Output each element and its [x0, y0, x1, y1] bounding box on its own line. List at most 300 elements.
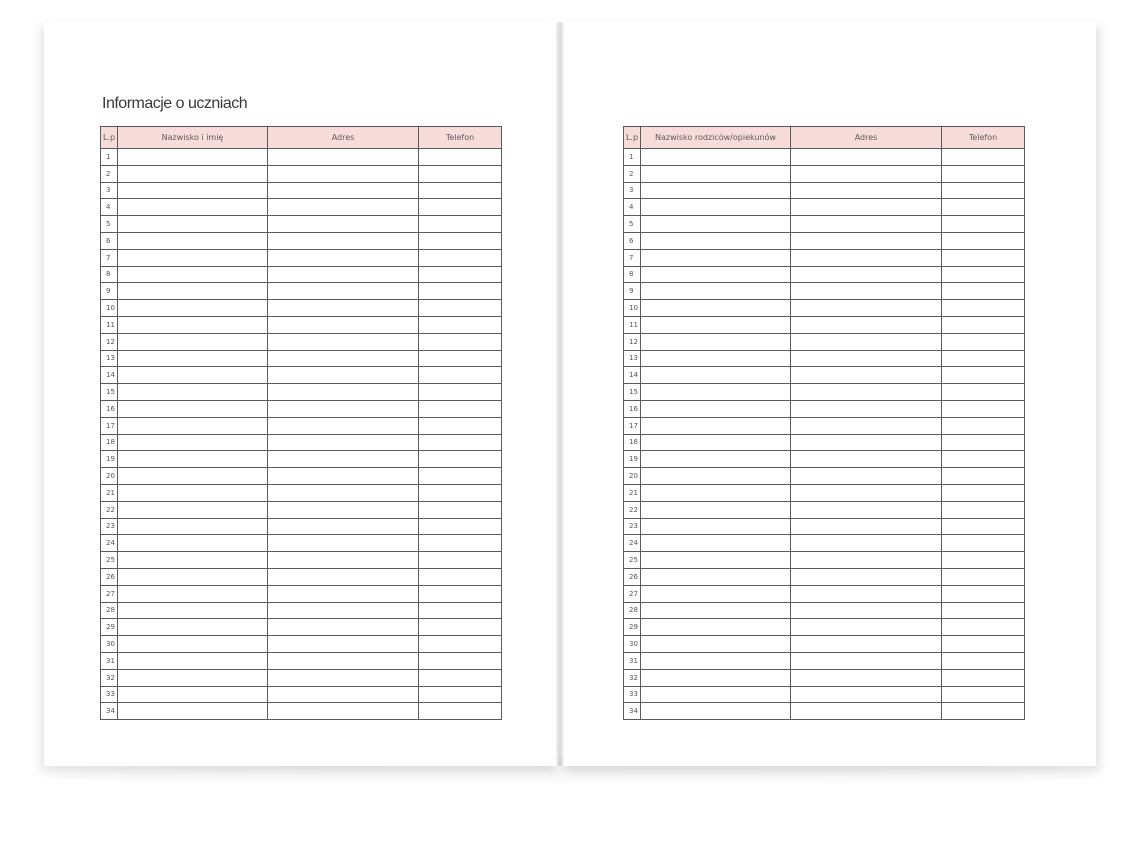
row-number: 17 [624, 417, 641, 434]
table-row [624, 182, 1025, 199]
phone-cell[interactable] [942, 384, 1025, 401]
name-cell[interactable] [118, 552, 268, 569]
phone-cell[interactable] [419, 451, 502, 468]
table-row [101, 468, 502, 485]
address-cell[interactable] [268, 652, 419, 669]
phone-cell[interactable] [419, 216, 502, 233]
name-cell[interactable] [118, 636, 268, 653]
address-cell[interactable] [791, 652, 942, 669]
table-row [624, 434, 1025, 451]
phone-cell[interactable] [942, 149, 1025, 166]
phone-cell[interactable] [942, 568, 1025, 585]
address-cell[interactable] [268, 417, 419, 434]
students-table [100, 126, 502, 720]
phone-cell[interactable] [942, 619, 1025, 636]
name-cell[interactable] [641, 451, 791, 468]
phone-cell[interactable] [942, 249, 1025, 266]
row-number: 34 [624, 703, 641, 720]
table-row [101, 232, 502, 249]
address-cell[interactable] [268, 199, 419, 216]
name-cell[interactable] [641, 417, 791, 434]
phone-cell[interactable] [419, 585, 502, 602]
address-cell[interactable] [791, 400, 942, 417]
name-cell[interactable] [641, 602, 791, 619]
table-row [624, 602, 1025, 619]
address-cell[interactable] [791, 434, 942, 451]
name-cell[interactable] [641, 333, 791, 350]
table-row [101, 703, 502, 720]
name-cell[interactable] [118, 283, 268, 300]
name-cell[interactable] [641, 232, 791, 249]
phone-cell[interactable] [942, 350, 1025, 367]
phone-cell[interactable] [942, 417, 1025, 434]
table-header-row [624, 127, 1025, 149]
name-cell[interactable] [118, 182, 268, 199]
phone-cell[interactable] [942, 451, 1025, 468]
table-row [101, 568, 502, 585]
parents-table [623, 126, 1025, 720]
name-cell[interactable] [641, 484, 791, 501]
address-cell[interactable] [268, 585, 419, 602]
table-row [624, 568, 1025, 585]
row-number: 30 [101, 636, 118, 653]
header-phone: Telefon [419, 127, 502, 149]
name-cell[interactable] [641, 652, 791, 669]
phone-cell[interactable] [419, 434, 502, 451]
phone-cell[interactable] [942, 602, 1025, 619]
address-cell[interactable] [791, 216, 942, 233]
table-row [624, 619, 1025, 636]
table-row [624, 400, 1025, 417]
phone-cell[interactable] [419, 484, 502, 501]
name-cell[interactable] [641, 149, 791, 166]
name-cell[interactable] [641, 501, 791, 518]
phone-cell[interactable] [942, 283, 1025, 300]
address-cell[interactable] [268, 451, 419, 468]
address-cell[interactable] [268, 300, 419, 317]
row-number: 32 [624, 669, 641, 686]
header-address: Adres [791, 127, 942, 149]
row-number: 31 [101, 652, 118, 669]
phone-cell[interactable] [419, 535, 502, 552]
name-cell[interactable] [118, 316, 268, 333]
row-number: 11 [624, 316, 641, 333]
phone-cell[interactable] [419, 182, 502, 199]
name-cell[interactable] [118, 434, 268, 451]
phone-cell[interactable] [419, 199, 502, 216]
name-cell[interactable] [641, 568, 791, 585]
phone-cell[interactable] [419, 266, 502, 283]
phone-cell[interactable] [942, 165, 1025, 182]
table-row [101, 333, 502, 350]
name-cell[interactable] [641, 249, 791, 266]
row-number: 24 [101, 535, 118, 552]
phone-cell[interactable] [419, 316, 502, 333]
row-number: 13 [624, 350, 641, 367]
header-address: Adres [268, 127, 419, 149]
phone-cell[interactable] [942, 333, 1025, 350]
table-row [101, 585, 502, 602]
table-row [101, 636, 502, 653]
page-title: Informacje o uczniach [102, 95, 248, 112]
name-cell[interactable] [118, 585, 268, 602]
phone-cell[interactable] [942, 484, 1025, 501]
address-cell[interactable] [791, 602, 942, 619]
row-number: 2 [101, 165, 118, 182]
table-row [101, 417, 502, 434]
row-number: 9 [101, 283, 118, 300]
address-cell[interactable] [791, 619, 942, 636]
address-cell[interactable] [268, 400, 419, 417]
name-cell[interactable] [118, 652, 268, 669]
name-cell[interactable] [118, 350, 268, 367]
address-cell[interactable] [791, 149, 942, 166]
name-cell[interactable] [118, 266, 268, 283]
address-cell[interactable] [791, 249, 942, 266]
phone-cell[interactable] [419, 686, 502, 703]
phone-cell[interactable] [942, 468, 1025, 485]
table-row [101, 434, 502, 451]
name-cell[interactable] [118, 333, 268, 350]
name-cell[interactable] [641, 434, 791, 451]
row-number: 20 [624, 468, 641, 485]
row-number: 8 [101, 266, 118, 283]
row-number: 14 [101, 367, 118, 384]
name-cell[interactable] [641, 384, 791, 401]
address-cell[interactable] [268, 367, 419, 384]
phone-cell[interactable] [419, 232, 502, 249]
address-cell[interactable] [791, 367, 942, 384]
phone-cell[interactable] [419, 602, 502, 619]
address-cell[interactable] [268, 669, 419, 686]
address-cell[interactable] [268, 552, 419, 569]
row-number: 10 [624, 300, 641, 317]
address-cell[interactable] [791, 266, 942, 283]
phone-cell[interactable] [942, 300, 1025, 317]
row-number: 8 [624, 266, 641, 283]
name-cell[interactable] [118, 484, 268, 501]
row-number: 6 [624, 232, 641, 249]
row-number: 25 [624, 552, 641, 569]
row-number: 19 [101, 451, 118, 468]
name-cell[interactable] [641, 552, 791, 569]
name-cell[interactable] [118, 216, 268, 233]
phone-cell[interactable] [419, 568, 502, 585]
address-cell[interactable] [791, 636, 942, 653]
address-cell[interactable] [268, 165, 419, 182]
address-cell[interactable] [791, 182, 942, 199]
name-cell[interactable] [118, 568, 268, 585]
address-cell[interactable] [268, 216, 419, 233]
address-cell[interactable] [268, 149, 419, 166]
table-row [101, 283, 502, 300]
address-cell[interactable] [791, 316, 942, 333]
name-cell[interactable] [118, 501, 268, 518]
row-number: 22 [101, 501, 118, 518]
book-gutter [556, 22, 564, 766]
name-cell[interactable] [118, 451, 268, 468]
name-cell[interactable] [641, 400, 791, 417]
address-cell[interactable] [791, 384, 942, 401]
row-number: 10 [101, 300, 118, 317]
table-row [101, 602, 502, 619]
name-cell[interactable] [641, 518, 791, 535]
table-row [624, 669, 1025, 686]
row-number: 14 [624, 367, 641, 384]
row-number: 15 [624, 384, 641, 401]
row-number: 29 [624, 619, 641, 636]
phone-cell[interactable] [942, 501, 1025, 518]
row-number: 22 [624, 501, 641, 518]
phone-cell[interactable] [942, 585, 1025, 602]
phone-cell[interactable] [942, 636, 1025, 653]
address-cell[interactable] [791, 417, 942, 434]
address-cell[interactable] [268, 232, 419, 249]
name-cell[interactable] [641, 216, 791, 233]
phone-cell[interactable] [419, 652, 502, 669]
phone-cell[interactable] [419, 417, 502, 434]
phone-cell[interactable] [419, 333, 502, 350]
table-row [624, 266, 1025, 283]
name-cell[interactable] [641, 182, 791, 199]
table-row [624, 484, 1025, 501]
row-number: 15 [101, 384, 118, 401]
row-number: 16 [624, 400, 641, 417]
phone-cell[interactable] [419, 283, 502, 300]
address-cell[interactable] [791, 484, 942, 501]
table-row [101, 669, 502, 686]
address-cell[interactable] [268, 283, 419, 300]
phone-cell[interactable] [942, 518, 1025, 535]
table-row [101, 552, 502, 569]
address-cell[interactable] [791, 686, 942, 703]
row-number: 11 [101, 316, 118, 333]
address-cell[interactable] [791, 451, 942, 468]
table-row [101, 199, 502, 216]
address-cell[interactable] [791, 703, 942, 720]
name-cell[interactable] [118, 535, 268, 552]
address-cell[interactable] [791, 585, 942, 602]
row-number: 30 [624, 636, 641, 653]
address-cell[interactable] [791, 501, 942, 518]
name-cell[interactable] [118, 619, 268, 636]
phone-cell[interactable] [419, 300, 502, 317]
table-row [101, 266, 502, 283]
phone-cell[interactable] [942, 266, 1025, 283]
name-cell[interactable] [641, 350, 791, 367]
address-cell[interactable] [268, 602, 419, 619]
address-cell[interactable] [791, 165, 942, 182]
name-cell[interactable] [118, 199, 268, 216]
phone-cell[interactable] [419, 149, 502, 166]
address-cell[interactable] [268, 518, 419, 535]
address-cell[interactable] [268, 434, 419, 451]
address-cell[interactable] [791, 518, 942, 535]
phone-cell[interactable] [419, 518, 502, 535]
table-row [101, 216, 502, 233]
address-cell[interactable] [268, 636, 419, 653]
row-number: 7 [101, 249, 118, 266]
row-number: 1 [624, 149, 641, 166]
name-cell[interactable] [118, 468, 268, 485]
name-cell[interactable] [641, 283, 791, 300]
address-cell[interactable] [268, 619, 419, 636]
header-phone: Telefon [942, 127, 1025, 149]
row-number: 2 [624, 165, 641, 182]
address-cell[interactable] [791, 552, 942, 569]
phone-cell[interactable] [419, 367, 502, 384]
row-number: 3 [101, 182, 118, 199]
row-number: 12 [624, 333, 641, 350]
table-row [624, 417, 1025, 434]
name-cell[interactable] [641, 300, 791, 317]
name-cell[interactable] [641, 636, 791, 653]
name-cell[interactable] [118, 165, 268, 182]
row-number: 20 [101, 468, 118, 485]
name-cell[interactable] [118, 686, 268, 703]
row-number: 26 [624, 568, 641, 585]
phone-cell[interactable] [942, 199, 1025, 216]
row-number: 21 [624, 484, 641, 501]
name-cell[interactable] [641, 199, 791, 216]
row-number: 7 [624, 249, 641, 266]
name-cell[interactable] [641, 703, 791, 720]
name-cell[interactable] [641, 165, 791, 182]
row-number: 25 [101, 552, 118, 569]
address-cell[interactable] [791, 468, 942, 485]
name-cell[interactable] [118, 417, 268, 434]
row-number: 26 [101, 568, 118, 585]
address-cell[interactable] [268, 182, 419, 199]
header-parent-name: Nazwisko rodziców/opiekunów [641, 127, 791, 149]
name-cell[interactable] [118, 518, 268, 535]
address-cell[interactable] [268, 468, 419, 485]
phone-cell[interactable] [942, 669, 1025, 686]
address-cell[interactable] [268, 266, 419, 283]
phone-cell[interactable] [942, 232, 1025, 249]
table-row [101, 652, 502, 669]
table-row [101, 451, 502, 468]
address-cell[interactable] [791, 535, 942, 552]
phone-cell[interactable] [942, 552, 1025, 569]
name-cell[interactable] [641, 686, 791, 703]
address-cell[interactable] [268, 703, 419, 720]
phone-cell[interactable] [942, 535, 1025, 552]
parents-table-body [624, 149, 1025, 720]
phone-cell[interactable] [942, 367, 1025, 384]
name-cell[interactable] [641, 585, 791, 602]
address-cell[interactable] [268, 350, 419, 367]
address-cell[interactable] [791, 283, 942, 300]
address-cell[interactable] [268, 501, 419, 518]
address-cell[interactable] [268, 535, 419, 552]
table-row [624, 283, 1025, 300]
address-cell[interactable] [791, 568, 942, 585]
name-cell[interactable] [118, 384, 268, 401]
address-cell[interactable] [268, 316, 419, 333]
table-header-row [101, 127, 502, 149]
address-cell[interactable] [268, 333, 419, 350]
table-row [101, 182, 502, 199]
table-row [624, 384, 1025, 401]
name-cell[interactable] [641, 468, 791, 485]
address-cell[interactable] [268, 568, 419, 585]
table-row [624, 216, 1025, 233]
table-row [101, 149, 502, 166]
phone-cell[interactable] [419, 400, 502, 417]
name-cell[interactable] [641, 266, 791, 283]
phone-cell[interactable] [419, 669, 502, 686]
table-row [624, 165, 1025, 182]
name-cell[interactable] [118, 400, 268, 417]
phone-cell[interactable] [942, 434, 1025, 451]
row-number: 34 [101, 703, 118, 720]
phone-cell[interactable] [419, 619, 502, 636]
row-number: 12 [101, 333, 118, 350]
name-cell[interactable] [118, 669, 268, 686]
left-page [44, 22, 558, 766]
phone-cell[interactable] [942, 686, 1025, 703]
phone-cell[interactable] [419, 552, 502, 569]
address-cell[interactable] [791, 300, 942, 317]
name-cell[interactable] [118, 367, 268, 384]
phone-cell[interactable] [419, 501, 502, 518]
name-cell[interactable] [641, 619, 791, 636]
phone-cell[interactable] [942, 216, 1025, 233]
address-cell[interactable] [791, 350, 942, 367]
row-number: 27 [624, 585, 641, 602]
name-cell[interactable] [641, 316, 791, 333]
name-cell[interactable] [118, 149, 268, 166]
phone-cell[interactable] [419, 636, 502, 653]
name-cell[interactable] [118, 703, 268, 720]
table-row [101, 501, 502, 518]
name-cell[interactable] [118, 232, 268, 249]
name-cell[interactable] [641, 669, 791, 686]
address-cell[interactable] [268, 484, 419, 501]
table-row [624, 316, 1025, 333]
name-cell[interactable] [118, 300, 268, 317]
name-cell[interactable] [118, 602, 268, 619]
name-cell[interactable] [641, 367, 791, 384]
address-cell[interactable] [268, 686, 419, 703]
address-cell[interactable] [791, 232, 942, 249]
phone-cell[interactable] [419, 703, 502, 720]
phone-cell[interactable] [942, 652, 1025, 669]
phone-cell[interactable] [419, 384, 502, 401]
phone-cell[interactable] [419, 350, 502, 367]
phone-cell[interactable] [419, 249, 502, 266]
phone-cell[interactable] [942, 400, 1025, 417]
address-cell[interactable] [268, 384, 419, 401]
phone-cell[interactable] [942, 182, 1025, 199]
table-row [624, 703, 1025, 720]
phone-cell[interactable] [942, 316, 1025, 333]
row-number: 1 [101, 149, 118, 166]
phone-cell[interactable] [942, 703, 1025, 720]
address-cell[interactable] [791, 669, 942, 686]
name-cell[interactable] [118, 249, 268, 266]
address-cell[interactable] [791, 199, 942, 216]
address-cell[interactable] [268, 249, 419, 266]
phone-cell[interactable] [419, 468, 502, 485]
phone-cell[interactable] [419, 165, 502, 182]
address-cell[interactable] [791, 333, 942, 350]
table-row [101, 350, 502, 367]
row-number: 28 [624, 602, 641, 619]
name-cell[interactable] [641, 535, 791, 552]
right-page [562, 22, 1096, 766]
